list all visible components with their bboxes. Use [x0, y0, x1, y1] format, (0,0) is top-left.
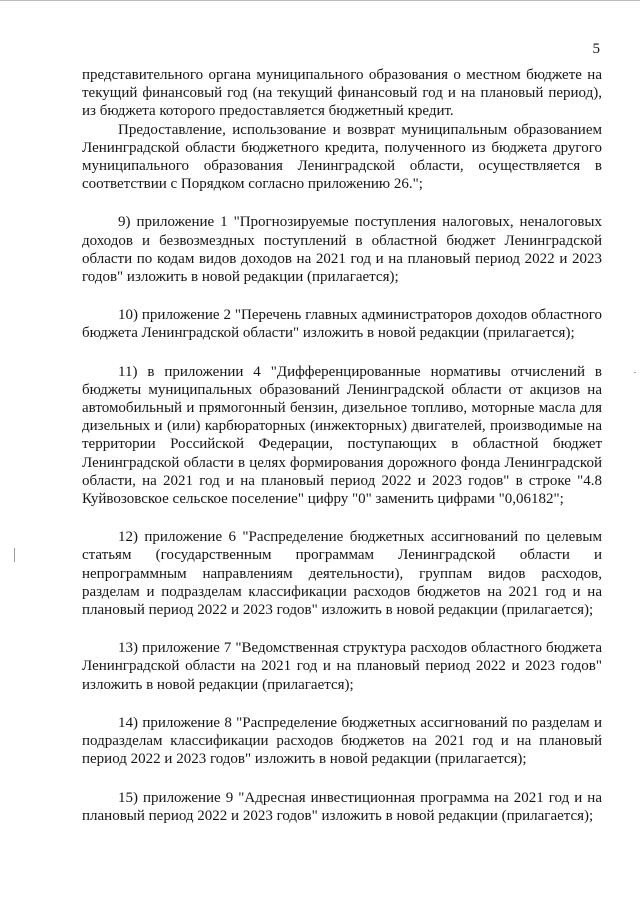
scan-artifact [634, 372, 636, 373]
paragraph-item-13: 13) приложение 7 "Ведомственная структура расходов областного бюджета Ленинградской области на 2021 год и на плановый период 2022 и 2023 годов" изложить в новой редакции (прилагается); [82, 640, 602, 693]
paragraph-budget-credit: Предоставление, использование и возврат муниципальным образованием Ленинградской области бюджетного кредита, полученного из бюджета другого муниципального образования Ленинградской области, осуществляется в соответствии с Порядком согласно приложению 26."; [82, 121, 602, 193]
scan-artifact [14, 548, 15, 562]
paragraph-item-9: 9) приложение 1 "Прогнозируемые поступления налоговых, неналоговых доходов и безвозмездных поступлений в областной бюджет Ленинградской области по кодам видов доходов на 2021 год и на плановый период 2022 и 2023 годов" изложить в новой редакции (прилагается); [82, 214, 602, 286]
paragraph-continuation: представительного органа муниципального образования о местном бюджете на текущий финансовый год (на текущий финансовый год и на плановый период), из бюджета которого предоставляется бюджетный кредит. [82, 67, 602, 120]
paragraph-item-10: 10) приложение 2 "Перечень главных администраторов доходов областного бюджета Ленинградской области" изложить в новой редакции (прилагается); [82, 307, 602, 342]
paragraph-item-15: 15) приложение 9 "Адресная инвестиционная программа на 2021 год и на плановый период 2022 и 2023 годов" изложить в новой редакции (прилагается); [82, 789, 602, 824]
paragraph-item-14: 14) приложение 8 "Распределение бюджетных ассигнований по разделам и подразделам классификации расходов бюджетов на 2021 год и на плановый период 2022 и 2023 годов" изложить в новой редакции (прилагается); [82, 714, 602, 768]
scan-edge-line [0, 0, 640, 1]
page-number: 5 [592, 41, 600, 57]
paragraph-item-11: 11) в приложении 4 "Дифференцированные нормативы отчислений в бюджеты муниципальных образований Ленинградской области от акцизов на автомобильный и прямогонный бензин, дизельное топливо, моторные масла для дизельных и (или) карбюраторных (инжекторных) двигателей, производимые на территории Российской Федерации, поступающих в областной бюджет Ленинградской области в целях формирования дорожного фонда Ленинградской области, на 2021 год и на плановый период 2022 и 2023 годов" в строке "4.8 Куйвозовское сельское поселение" цифру "0" заменить цифрами "0,06182"; [82, 363, 602, 508]
document-body [82, 66, 602, 825]
paragraph-item-12: 12) приложение 6 "Распределение бюджетных ассигнований по целевым статьям (государственным программам Ленинградской области и непрограммным направлениям деятельности), группам видов расходов, разделам и подразделам классификации расходов бюджетов на 2021 год и на плановый период 2022 и 2023 годов" изложить в новой редакции (прилагается); [82, 529, 602, 619]
